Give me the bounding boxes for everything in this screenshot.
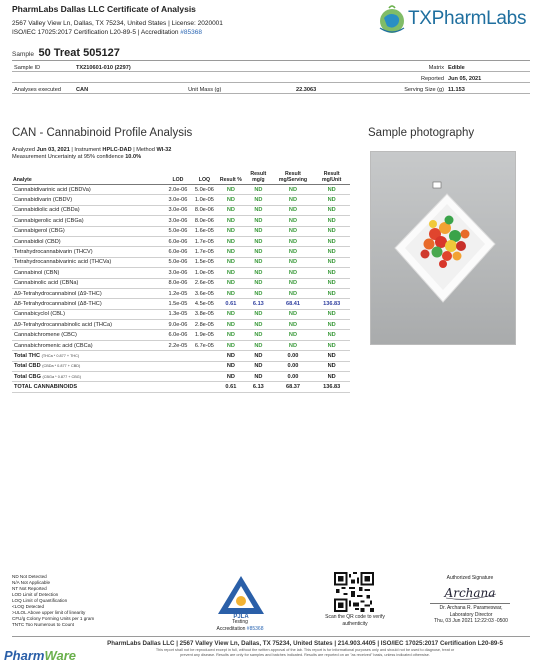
footer-divider xyxy=(12,636,530,637)
legend-item: NT Not Reported xyxy=(12,586,47,591)
legend-item: LOQ Limit of Quantification xyxy=(12,598,68,603)
pjla-sub: Testing xyxy=(232,619,248,625)
table-row xyxy=(12,299,350,309)
result-value: ND xyxy=(273,309,314,319)
analyte-name: Δ9-Tetrahydrocannabinolic acid (THCa) xyxy=(12,320,165,330)
analyte-name: Cannabidivarinic acid (CBDVa) xyxy=(12,185,165,195)
analyte-name: Cannabicyclol (CBL) xyxy=(12,309,165,319)
pjla-accreditation-icon xyxy=(214,574,268,620)
col-result-mg-serving: Result mg/Serving xyxy=(273,170,314,185)
total-formula: (THCa * 0.877 + THC) xyxy=(41,353,80,358)
result-value: ND xyxy=(218,257,244,267)
result-value: ND xyxy=(218,216,244,226)
legend-item: ND Not Detected xyxy=(12,574,47,579)
matrix-label: Matrix xyxy=(428,64,444,71)
loq-value: 4.5e-05 xyxy=(191,299,217,309)
result-value: ND xyxy=(313,278,350,288)
loq-value: 1.9e-05 xyxy=(191,330,217,340)
loq-value: 6.7e-05 xyxy=(191,340,217,350)
lod-value: 1.5e-05 xyxy=(165,299,191,309)
result-value: ND xyxy=(244,185,273,195)
result-value: ND xyxy=(244,320,273,330)
col-result-mg-unit: Result mg/Unit xyxy=(313,170,350,185)
result-value: 136.83 xyxy=(313,299,350,309)
result-value: ND xyxy=(273,205,314,215)
sample-label: Sample xyxy=(12,51,35,58)
total-label: Total CBD xyxy=(14,363,41,370)
footer-disclaimer: This report shall not be reproduced except in full, without the written approval of the lab. This report is for informational purposes only and should not be used to diagnose, treat or prevent any disease. Results are only for samples and batches indicated. Results are reported on an "as received" basis, unless indicated otherwise. xyxy=(155,648,455,657)
analyte-name: Cannabinol (CBN) xyxy=(12,268,165,278)
lod-value: 2.0e-06 xyxy=(165,185,191,195)
table-row xyxy=(12,330,350,340)
result-value: ND xyxy=(218,268,244,278)
result-value: ND xyxy=(273,257,314,267)
result-value: ND xyxy=(273,268,314,278)
total-label: Total CBG xyxy=(14,373,41,380)
analyte-name: Cannabigerol (CBG) xyxy=(12,226,165,236)
instrument-value: HPLC-DAD xyxy=(102,147,132,153)
result-value: 68.41 xyxy=(273,299,314,309)
total-formula: (CBGa * 0.877 + CBG) xyxy=(42,374,82,379)
loq-value: 8.0e-06 xyxy=(191,216,217,226)
table-row xyxy=(12,247,350,257)
result-value: ND xyxy=(218,185,244,195)
signatory-block xyxy=(412,605,530,625)
total-value: 0.00 xyxy=(273,351,314,361)
result-value: ND xyxy=(218,205,244,215)
lod-value: 5.0e-06 xyxy=(165,257,191,267)
result-value: ND xyxy=(244,195,273,205)
table-row xyxy=(12,340,350,350)
analyte-name: Tetrahydrocannabivarinic acid (THCVa) xyxy=(12,257,165,267)
result-value: ND xyxy=(244,268,273,278)
section-title: CAN - Cannabinoid Profile Analysis xyxy=(12,127,193,139)
result-value: ND xyxy=(244,236,273,246)
result-value: ND xyxy=(273,330,314,340)
result-value: ND xyxy=(218,320,244,330)
lod-value: 6.0e-06 xyxy=(165,330,191,340)
lod-value: 3.0e-06 xyxy=(165,268,191,278)
result-value: ND xyxy=(244,226,273,236)
result-value: ND xyxy=(218,288,244,298)
analysis-meta: Analyzed Jun 03, 2021 | Instrument HPLC-DAD | Method WI-32 Measurement Uncertainty at 95% confidence 10.0% xyxy=(12,147,172,160)
total-label: TOTAL CANNABINOIDS xyxy=(14,384,78,391)
matrix-value: Edible xyxy=(448,64,465,71)
result-value: ND xyxy=(218,226,244,236)
total-value: ND xyxy=(244,372,273,382)
result-value: ND xyxy=(313,257,350,267)
loq-value: 3.8e-05 xyxy=(191,309,217,319)
result-value: ND xyxy=(244,278,273,288)
lod-value: 3.0e-06 xyxy=(165,195,191,205)
analyte-name: Cannabinolic acid (CBNa) xyxy=(12,278,165,288)
result-value: ND xyxy=(273,216,314,226)
lod-value: 3.0e-06 xyxy=(165,216,191,226)
total-label-cell xyxy=(12,361,218,371)
total-value: 0.61 xyxy=(218,382,244,392)
table-row xyxy=(12,226,350,236)
header-address xyxy=(12,19,332,37)
total-label-cell xyxy=(12,351,218,361)
signatory-title: Laboratory Director xyxy=(449,611,493,618)
loq-value: 1.7e-05 xyxy=(191,247,217,257)
unit-mass-value: 22.3063 xyxy=(296,86,317,93)
result-value: ND xyxy=(273,226,314,236)
cannabinoid-profile-table xyxy=(12,170,350,393)
brand-name: TXPharmLabs xyxy=(408,8,527,29)
reported-value: Jun 05, 2021 xyxy=(448,75,482,82)
total-formula: (CBDa * 0.877 + CBD) xyxy=(42,364,81,369)
iso-line: ISO/IEC 17025:2017 Certification L20-89-5 | Accreditation #85368 xyxy=(12,29,202,36)
signature-label: Authorized Signature xyxy=(446,575,494,581)
legend-item: TNTC Too Numerous to Count xyxy=(12,622,74,627)
result-value: ND xyxy=(273,185,314,195)
result-value: 6.13 xyxy=(244,299,273,309)
result-value: ND xyxy=(218,278,244,288)
total-value: 68.37 xyxy=(273,382,314,392)
analyte-name: Cannabigerolic acid (CBGa) xyxy=(12,216,165,226)
col-analyte: Analyte xyxy=(12,170,165,185)
analyzed-date: Jun 03, 2021 xyxy=(36,147,70,153)
total-value: ND xyxy=(313,361,350,371)
table-row xyxy=(12,257,350,267)
loq-value: 1.0e-05 xyxy=(191,195,217,205)
result-value: ND xyxy=(273,320,314,330)
signature-script: Archana xyxy=(444,586,496,600)
loq-value: 1.7e-05 xyxy=(191,236,217,246)
result-value: ND xyxy=(313,205,350,215)
pharmware-logo: PharmWare xyxy=(4,648,77,663)
analyte-name: Cannabidiolic acid (CBDa) xyxy=(12,205,165,215)
lod-value: 2.2e-05 xyxy=(165,340,191,350)
result-value: ND xyxy=(218,309,244,319)
lod-value: 5.0e-06 xyxy=(165,226,191,236)
serving-label: Serving Size (g) xyxy=(404,86,444,93)
analyte-name: Tetrahydrocannabivarin (THCV) xyxy=(12,247,165,257)
table-row xyxy=(12,216,350,226)
table-header-row xyxy=(12,170,350,185)
handwritten-signature xyxy=(440,582,500,602)
signature-date: Thu, 03 Jun 2021 12:22:03 -0500 xyxy=(434,618,508,624)
gummies-in-tray-image xyxy=(371,152,515,344)
total-value: ND xyxy=(313,372,350,382)
col-result-mg-g: Result mg/g xyxy=(244,170,273,185)
total-value: 6.13 xyxy=(244,382,273,392)
result-value: ND xyxy=(218,236,244,246)
total-value: 0.00 xyxy=(273,361,314,371)
col-result-pct: Result % xyxy=(218,170,244,185)
result-value: ND xyxy=(313,236,350,246)
total-value: ND xyxy=(244,361,273,371)
loq-value: 2.6e-05 xyxy=(191,278,217,288)
sample-id-label: Sample ID xyxy=(14,64,41,71)
analyte-name: Cannabidivarin (CBDV) xyxy=(12,195,165,205)
result-value: ND xyxy=(313,268,350,278)
qr-code-icon[interactable] xyxy=(334,572,374,612)
table-row xyxy=(12,205,350,215)
result-value: ND xyxy=(273,195,314,205)
analyses-label: Analyses executed xyxy=(14,86,61,93)
total-value: ND xyxy=(244,351,273,361)
lod-value: 1.2e-05 xyxy=(165,288,191,298)
address-line: 2567 Valley View Ln, Dallas, TX 75234, United States | License: 2020001 xyxy=(12,20,223,27)
analyte-name: Cannabichromenic acid (CBCa) xyxy=(12,340,165,350)
result-value: ND xyxy=(313,195,350,205)
sample-name: 50 Treat 505127 xyxy=(38,47,120,59)
result-value: ND xyxy=(313,185,350,195)
result-value: ND xyxy=(244,330,273,340)
total-row xyxy=(12,351,350,361)
lod-value: 3.0e-06 xyxy=(165,205,191,215)
total-row xyxy=(12,361,350,371)
total-label: Total THC xyxy=(14,352,40,359)
table-row xyxy=(12,288,350,298)
result-value: 0.61 xyxy=(218,299,244,309)
result-value: ND xyxy=(273,340,314,350)
loq-value: 3.6e-05 xyxy=(191,288,217,298)
serving-value: 11.153 xyxy=(448,86,465,93)
result-value: ND xyxy=(313,309,350,319)
sample-photo xyxy=(370,151,516,345)
footer-address: PharmLabs Dallas LLC | 2567 Valley View Ln, Dallas, TX 75234, United States | 214.903.4405 | ISO/IEC 17025:2017 Certification L20-89-5 xyxy=(107,640,503,647)
total-value: ND xyxy=(313,351,350,361)
analyte-name: Δ9-Tetrahydrocannabinol (Δ9-THC) xyxy=(12,288,165,298)
result-value: ND xyxy=(273,236,314,246)
legend-item: N/A Not Applicable xyxy=(12,580,51,585)
result-value: ND xyxy=(218,340,244,350)
total-label-cell xyxy=(12,382,218,392)
table-row xyxy=(12,268,350,278)
lod-value: 8.0e-06 xyxy=(165,278,191,288)
total-value: ND xyxy=(218,372,244,382)
loq-value: 5.0e-06 xyxy=(191,185,217,195)
total-value: 136.83 xyxy=(313,382,350,392)
result-value: ND xyxy=(244,288,273,298)
result-value: ND xyxy=(313,330,350,340)
coa-title: PharmLabs Dallas LLC Certificate of Analysis xyxy=(12,4,196,14)
qr-caption: Scan the QR code to verify authenticity xyxy=(325,614,385,627)
legend-item: >ULOL Above upper limit of linearity xyxy=(12,610,86,615)
analyte-name: Cannabichromene (CBC) xyxy=(12,330,165,340)
legend-item: <LOQ Detected xyxy=(12,604,45,609)
lod-value: 1.3e-05 xyxy=(165,309,191,319)
result-value: ND xyxy=(313,320,350,330)
unit-mass-label: Unit Mass (g) xyxy=(188,86,222,93)
loq-value: 2.8e-05 xyxy=(191,320,217,330)
result-value: ND xyxy=(244,257,273,267)
total-value: 0.00 xyxy=(273,372,314,382)
sample-info-table xyxy=(12,60,530,94)
total-label-cell xyxy=(12,372,218,382)
analyses-value: CAN xyxy=(76,86,89,93)
result-value: ND xyxy=(313,216,350,226)
analyte-name: Cannabidiol (CBD) xyxy=(12,236,165,246)
sample-id-value: TX210601-010 (2297) xyxy=(76,64,131,71)
loq-value: 1.5e-05 xyxy=(191,257,217,267)
pjla-caption: Testing Accreditation #85368 xyxy=(200,619,280,632)
loq-value: 1.0e-05 xyxy=(191,268,217,278)
total-row xyxy=(12,372,350,382)
uncertainty-value: 10.0% xyxy=(125,153,142,160)
photo-title: Sample photography xyxy=(368,127,475,139)
result-value: ND xyxy=(244,216,273,226)
result-value: ND xyxy=(313,340,350,350)
method-value: WI-32 xyxy=(156,147,172,153)
signatory-name: Dr. Archana R. Parameswar, xyxy=(439,605,503,611)
legend-item: CFU/g Colony Forming Units per 1 gram xyxy=(12,616,95,621)
result-value: ND xyxy=(313,226,350,236)
table-row xyxy=(12,236,350,246)
total-value: ND xyxy=(218,361,244,371)
loq-value: 1.6e-05 xyxy=(191,226,217,236)
table-row xyxy=(12,185,350,195)
col-lod: LOD xyxy=(165,170,191,185)
result-value: ND xyxy=(244,309,273,319)
result-value: ND xyxy=(313,288,350,298)
result-value: ND xyxy=(273,288,314,298)
loq-value: 8.0e-06 xyxy=(191,205,217,215)
pjla-accreditation-link[interactable]: #85368 xyxy=(246,625,264,632)
result-value: ND xyxy=(273,278,314,288)
result-value: ND xyxy=(218,195,244,205)
pjla-text: PJLA xyxy=(233,614,249,620)
reported-label: Reported xyxy=(420,75,444,82)
result-value: ND xyxy=(313,247,350,257)
result-value: ND xyxy=(244,205,273,215)
table-row xyxy=(12,278,350,288)
total-value: ND xyxy=(218,351,244,361)
lod-value: 9.0e-06 xyxy=(165,320,191,330)
abbreviation-legend xyxy=(12,574,132,628)
total-row xyxy=(12,382,350,392)
sample-name-line xyxy=(12,43,120,61)
result-value: ND xyxy=(273,247,314,257)
result-value: ND xyxy=(244,340,273,350)
result-value: ND xyxy=(244,247,273,257)
result-value: ND xyxy=(218,330,244,340)
lod-value: 6.0e-06 xyxy=(165,236,191,246)
accreditation-link[interactable]: #85368 xyxy=(180,29,202,36)
legend-item: LOD Limit of Detection xyxy=(12,592,59,597)
analyte-name: Δ8-Tetrahydrocannabinol (Δ8-THC) xyxy=(12,299,165,309)
lod-value: 6.0e-06 xyxy=(165,247,191,257)
table-row xyxy=(12,195,350,205)
signature-line xyxy=(430,603,510,604)
table-row xyxy=(12,309,350,319)
table-row xyxy=(12,320,350,330)
col-loq: LOQ xyxy=(191,170,217,185)
result-value: ND xyxy=(218,247,244,257)
